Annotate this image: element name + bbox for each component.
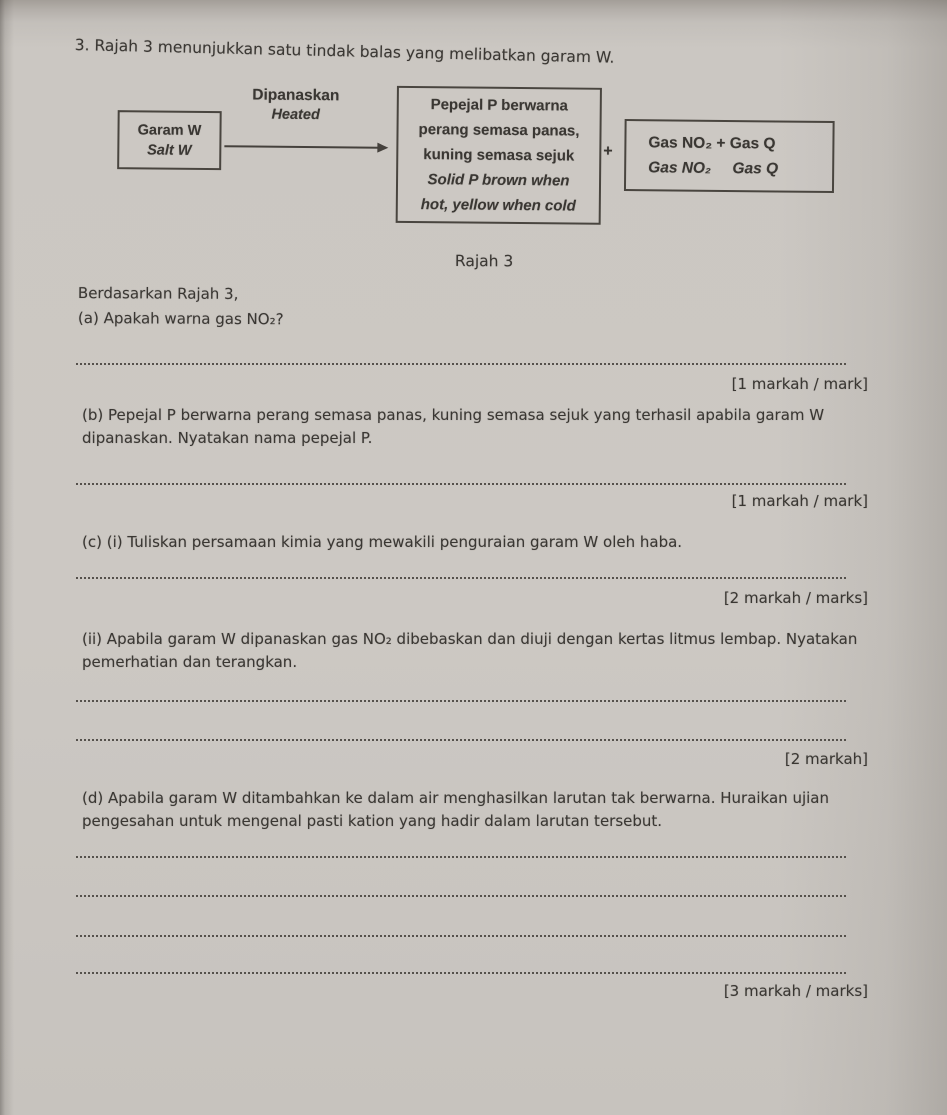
- arrow-label-malay: Dipanaskan: [252, 86, 340, 105]
- gas-line-english: Gas NO₂ Gas Q: [648, 159, 779, 178]
- gas-products-box: [624, 119, 835, 193]
- reaction-diagram: [98, 80, 880, 252]
- marks-label-c-i: [2 markah / marks]: [723, 589, 868, 607]
- marks-label-b: [1 markah / mark]: [731, 492, 868, 510]
- reactant-label-malay: Garam W: [137, 121, 202, 139]
- answer-line: [76, 895, 846, 897]
- answer-line: [76, 856, 846, 858]
- answer-line: [76, 577, 846, 579]
- product-line-3: kuning semasa sejuk: [423, 146, 575, 165]
- arrow-head: [377, 143, 388, 153]
- question-a-text: (a) Apakah warna gas NO₂?: [77, 308, 284, 329]
- gas-line-malay: Gas NO₂ + Gas Q: [648, 134, 776, 153]
- question-c-i-text: (c) (i) Tuliskan persamaan kimia yang mewakili penguraian garam W oleh haba.: [82, 533, 683, 551]
- arrow-label-english: Heated: [271, 106, 320, 124]
- marks-label-a: [1 markah / mark]: [731, 375, 868, 393]
- answer-line: [76, 972, 846, 974]
- question-title: 3. Rajah 3 menunjukkan satu tindak balas yang melibatkan garam W.: [74, 36, 615, 67]
- reaction-arrow-icon: [224, 141, 388, 153]
- answer-line: [76, 700, 846, 702]
- answer-line: [76, 483, 846, 485]
- product-line-2: perang semasa panas,: [418, 121, 580, 140]
- figure-caption: Rajah 3: [454, 252, 514, 271]
- intro-text: Berdasarkan Rajah 3,: [77, 284, 239, 303]
- answer-line: [76, 935, 846, 937]
- marks-label-d: [3 markah / marks]: [723, 982, 868, 1000]
- product-line-4: Solid P brown when: [427, 171, 570, 190]
- question-d-text: (d) Apabila garam W ditambahkan ke dalam air menghasilkan larutan tak berwarna. Huraikan ujian pengesahan untuk mengenal pasti kation yang hadir dalam larutan tersebut.: [82, 789, 829, 830]
- question-c-ii-text: (ii) Apabila garam W dipanaskan gas NO₂ dibebaskan dan diuji dengan kertas litmus lembap. Nyatakan pemerhatian dan terangkan.: [82, 630, 858, 671]
- reactant-box: [117, 110, 222, 170]
- product-box: [396, 86, 602, 225]
- product-line-5: hot, yellow when cold: [420, 196, 576, 215]
- arrow-line: [224, 145, 380, 148]
- answer-line: [76, 363, 846, 365]
- plus-sign: +: [603, 142, 613, 160]
- reactant-label-english: Salt W: [147, 141, 192, 159]
- answer-line: [76, 739, 846, 741]
- marks-label-c-ii: [2 markah]: [784, 750, 868, 768]
- question-b-text: (b) Pepejal P berwarna perang semasa panas, kuning semasa sejuk yang terhasil apabila garam W dipanaskan. Nyatakan nama pepejal P.: [82, 406, 825, 447]
- product-line-1: Pepejal P berwarna: [430, 96, 568, 115]
